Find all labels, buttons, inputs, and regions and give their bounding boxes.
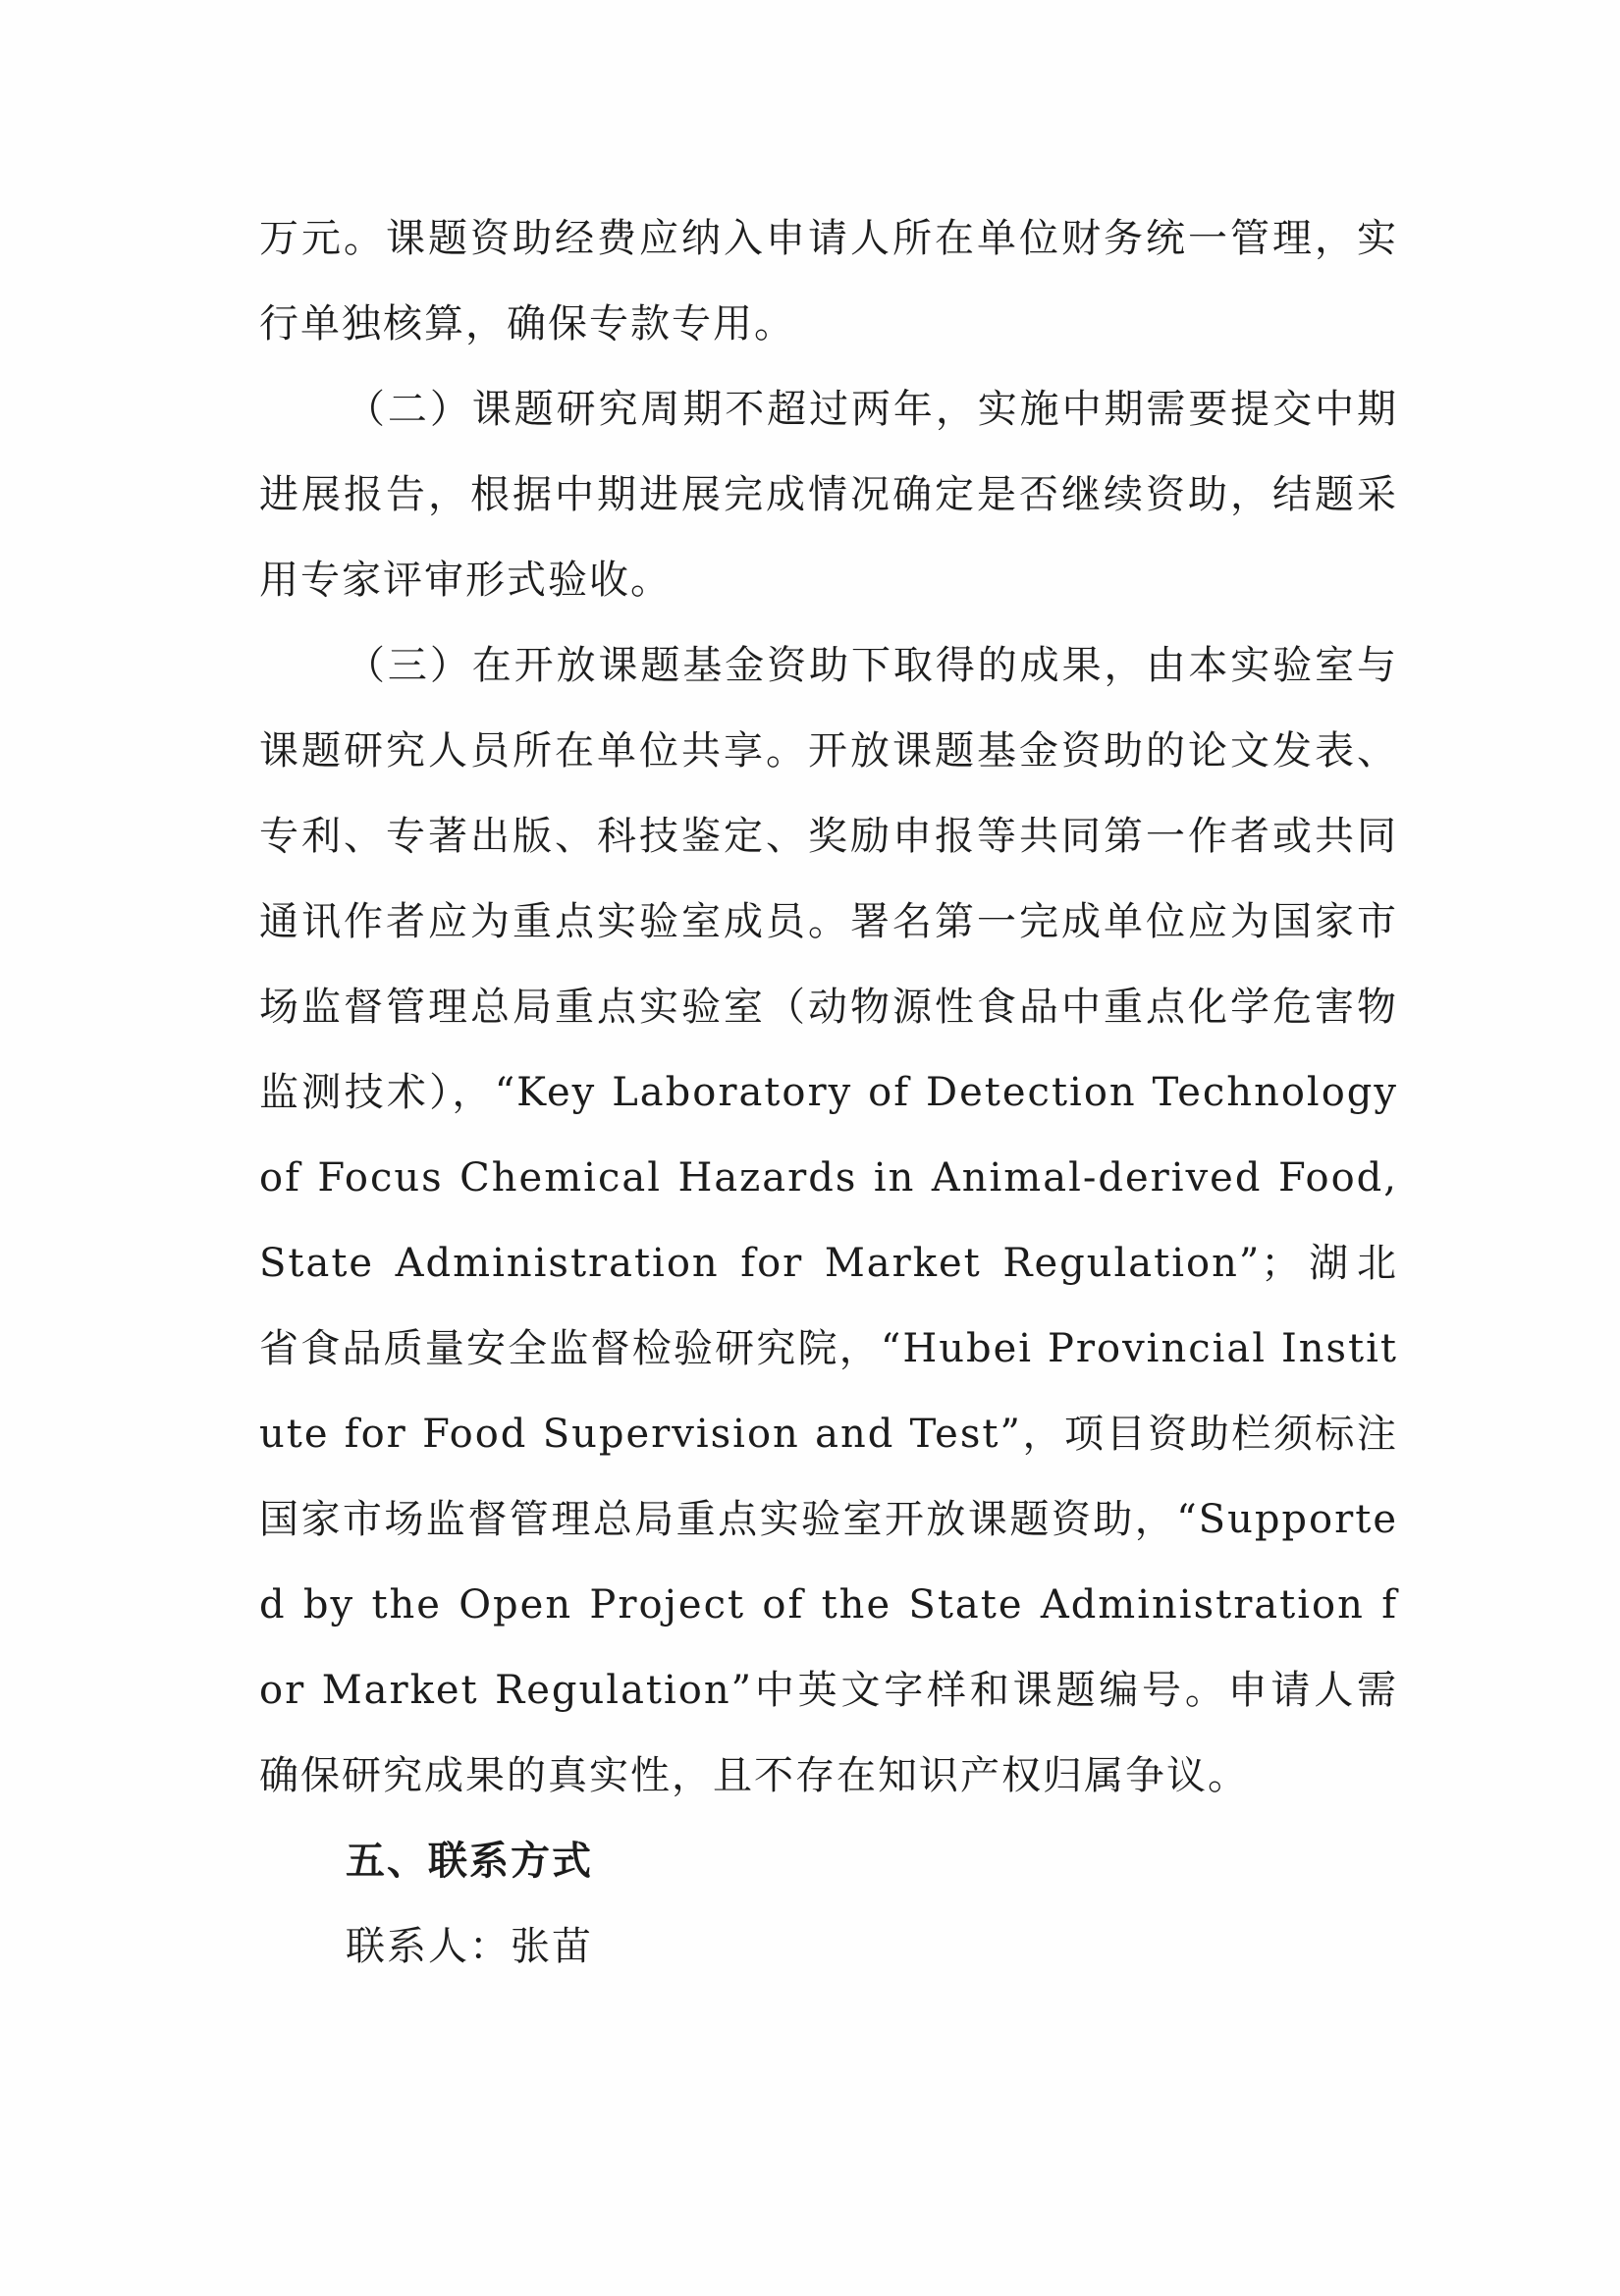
- section-heading-contact: 五、联系方式: [346, 1839, 593, 1884]
- paragraph-funding-management: 万元。课题资助经费应纳入申请人所在单位财务统一管理，实行单独核算，确保专款专用。: [259, 216, 1398, 347]
- contact-person: 联系人：张苗: [346, 1924, 593, 1969]
- paragraph-research-period: （二）课题研究周期不超过两年，实施中期需要提交中期进展报告，根据中期进展完成情况确定是否继续资助，结题采用专家评审形式验收。: [259, 387, 1398, 603]
- paragraph-research-outcomes: （三）在开放课题基金资助下取得的成果，由本实验室与课题研究人员所在单位共享。开放课题基金资助的论文发表、专利、专著出版、科技鉴定、奖励申报等共同第一作者或共同通讯作者应为重点实验室成员。署名第一完成单位应为国家市场监督管理总局重点实验室（动物源性食品中重点化学危害物监测技术），“Key Laboratory of Detection Technology of Focus Chemical Hazards in Animal-derived Food, State Administration for Market Regulation”；湖北省食品质量安全监督检验研究院，“Hubei Provincial Institute for Food Supervision and Test”，项目资助栏须标注国家市场监督管理总局重点实验室开放课题资助，“Supported by the Open Project of the State Administration for Market Regulation”中英文字样和课题编号。申请人需确保研究成果的真实性，且不存在知识产权归属争议。: [259, 643, 1398, 1798]
- document-body: [259, 196, 1398, 1990]
